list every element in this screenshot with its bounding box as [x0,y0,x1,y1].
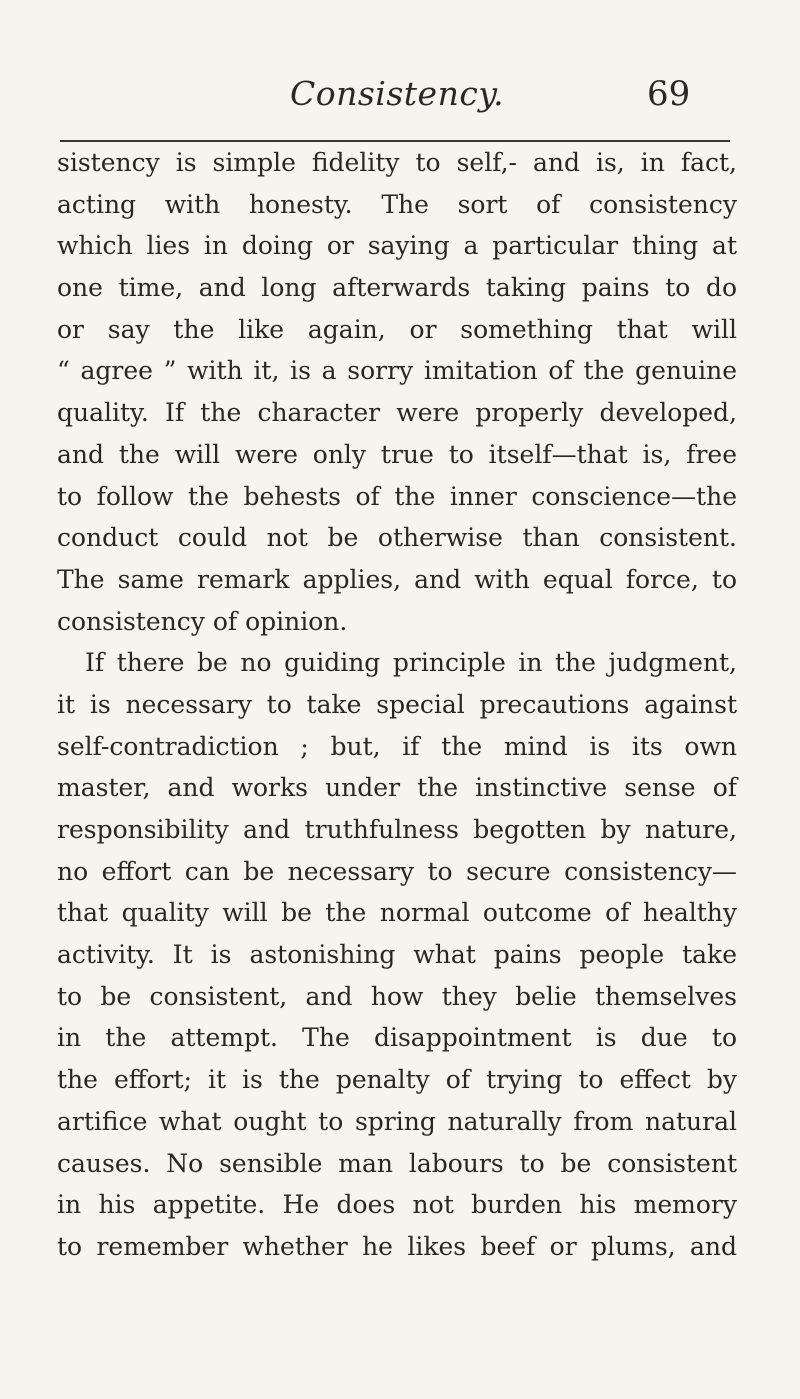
text-line: causes. No sensible man labours to be consistent [57,1148,737,1178]
text-line: conduct could not be otherwise than consistent. [57,523,737,553]
text-line: that quality will be the normal outcome of healthy [57,898,737,928]
text-line: which lies in doing or saying a particular thing at [57,231,737,261]
text-line: the effort; it is the penalty of trying to effect by [57,1065,737,1095]
text-line: The same remark applies, and with equal force, to [57,564,737,594]
text-line: acting with honesty. The sort of consistency [57,189,737,219]
running-title: Consistency. [290,74,505,113]
text-line: to be consistent, and how they belie themselves [57,981,737,1011]
text-line: and the will were only true to itself—that is, free [57,439,737,469]
text-line: in his appetite. He does not burden his memory [57,1190,737,1220]
text-line: to remember whether he likes beef or plums, and [57,1231,737,1261]
text-line: to follow the behests of the inner conscience—the [57,481,737,511]
text-line: artifice what ought to spring naturally from natural [57,1106,737,1136]
text-line: quality. If the character were properly developed, [57,398,737,428]
text-line: one time, and long afterwards taking pains to do [57,273,737,303]
text-line: it is necessary to take special precautions against [57,689,737,719]
text-line: If there be no guiding principle in the judgment, [85,648,737,678]
body-text [57,142,737,1268]
text-line: master, and works under the instinctive sense of [57,773,737,803]
text-line: “ agree ” with it, is a sorry imitation of the genuine [57,356,737,386]
text-line: or say the like again, or something that will [57,314,737,344]
page-number: 69 [647,74,691,114]
text-line: no effort can be necessary to secure consistency— [57,856,737,886]
text-line: activity. It is astonishing what pains people take [57,940,737,970]
text-line: consistency of opinion. [57,606,348,636]
text-line: self-contradiction ; but, if the mind is its own [57,731,737,761]
page-header [0,62,800,122]
text-line: responsibility and truthfulness begotten by nature, [57,815,737,844]
text-line: sistency is simple fidelity to self,- and is, in fact, [57,148,737,177]
text-line: in the attempt. The disappointment is due to [57,1023,737,1053]
